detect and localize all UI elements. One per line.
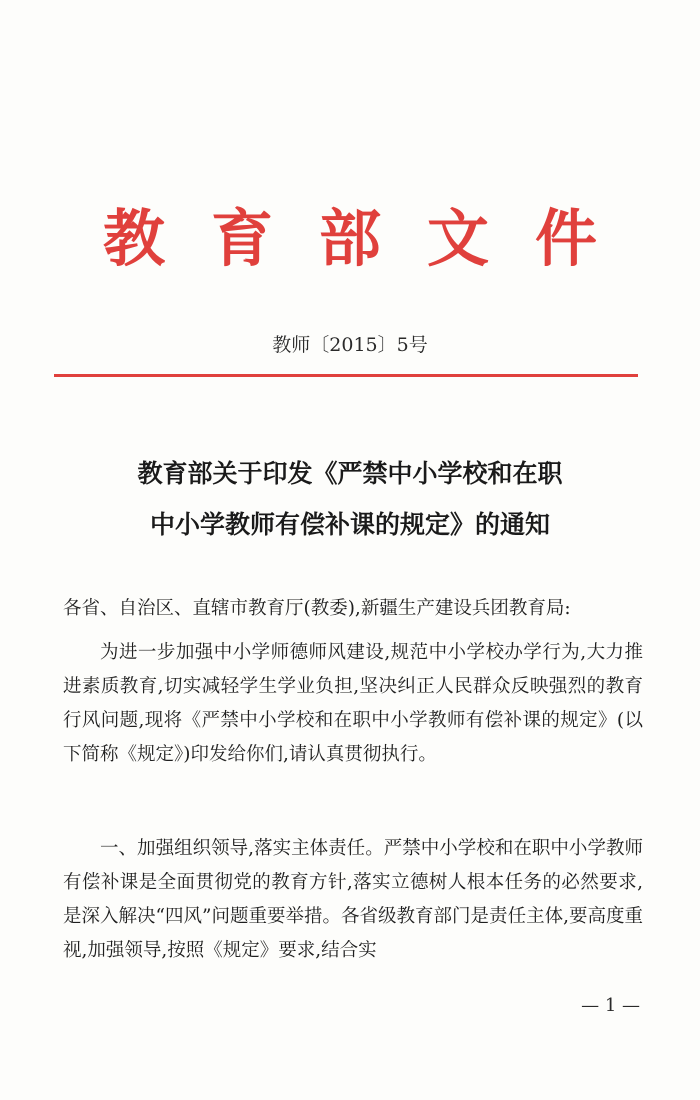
page-number: — 1 —	[581, 995, 640, 1016]
header-char-3: 部	[318, 202, 381, 275]
header-char-1: 教	[102, 202, 165, 275]
title-line-1: 教育部关于印发《严禁中小学校和在职	[137, 459, 563, 488]
body-paragraph-1: 为进一步加强中小学师德师风建设,规范中小学校办学行为,大力推进素质教育,切实减轻学生学业负担,坚决纠正人民群众反映强烈的教育行风问题,现将《严禁中小学校和在职中小学教师有偿补课的规定》(以下简称《规定》)印发给你们,请认真贯彻执行。	[63, 642, 643, 765]
header-char-4: 文	[426, 202, 489, 275]
header-char-2: 育	[210, 202, 273, 275]
document-number: 教师〔2015〕5号	[272, 334, 428, 356]
document-header	[0, 202, 700, 275]
title-line-2: 中小学教师有偿补课的规定》的通知	[149, 510, 550, 539]
addressee-line: 各省、自治区、直辖市教育厅(教委),新疆生产建设兵团教育局:	[63, 598, 571, 619]
red-divider-line	[54, 374, 638, 377]
header-char-5: 件	[534, 202, 597, 275]
body-paragraph-2: 一、加强组织领导,落实主体责任。严禁中小学校和在职中小学教师有偿补课是全面贯彻党的教育方针,落实立德树人根本任务的必然要求,是深入解决“四风”问题重要举措。各省级教育部门是责任主体,要高度重视,加强领导,按照《规定》要求,结合实	[63, 838, 643, 961]
document-title	[0, 448, 700, 550]
